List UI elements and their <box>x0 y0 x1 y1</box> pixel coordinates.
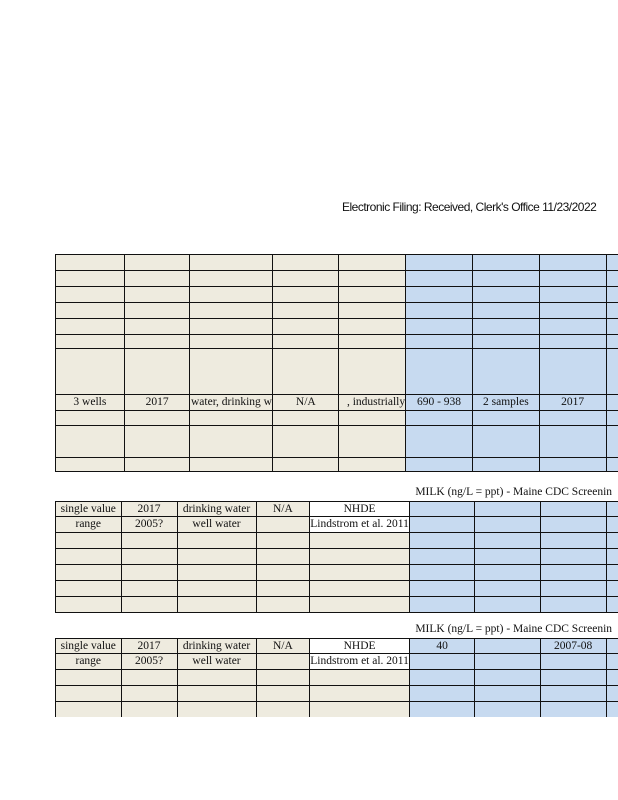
cell-year-range: 2007-08 <box>540 638 606 653</box>
table-row <box>56 501 618 516</box>
table-row <box>56 287 618 303</box>
table-row <box>56 596 618 612</box>
cell-year: 2017 <box>124 395 190 411</box>
table-row <box>56 516 618 532</box>
cell-range-value: 690 - 938 <box>406 395 473 411</box>
milk-screening-header: MILK (ng/L = ppt) - Maine CDC Screenin <box>415 623 613 635</box>
cell-value-type: single value <box>56 501 122 516</box>
cell-year-2: 2017 <box>539 395 606 411</box>
table-row <box>56 701 618 717</box>
table-row <box>56 458 618 472</box>
table-row <box>56 532 618 548</box>
sheet-block-3 <box>55 622 618 717</box>
table-row <box>56 426 618 458</box>
table-row <box>56 485 618 501</box>
electronic-filing-stamp: Electronic Filing: Received, Clerk's Office 11/23/2022 <box>342 200 597 214</box>
table-row <box>56 685 618 701</box>
cell-matrix: well water <box>177 653 256 669</box>
table-row <box>56 303 618 319</box>
cell-value-type: single value <box>56 638 122 653</box>
cell-year: 2017 <box>121 638 177 653</box>
cell-na: N/A <box>256 501 310 516</box>
cell-source: , industrially <box>339 395 406 411</box>
table-row <box>56 564 618 580</box>
table-row <box>56 271 618 287</box>
citation-link[interactable]: Lindstrom et al. 2011 <box>310 516 410 532</box>
cell-matrix: water, drinking w <box>190 395 273 411</box>
cell-source: NHDE <box>310 638 410 653</box>
table-row <box>56 580 618 596</box>
cell-matrix: well water <box>177 516 256 532</box>
sheet-block-2 <box>55 485 618 613</box>
cell-matrix: drinking water <box>177 501 256 516</box>
cell-year: 2005? <box>121 653 177 669</box>
table-row <box>56 395 618 411</box>
cell-na: N/A <box>273 395 339 411</box>
table-row <box>56 335 618 349</box>
cell-matrix: drinking water <box>177 638 256 653</box>
cell-value-type: range <box>56 516 122 532</box>
cell-samples: 2 samples <box>472 395 539 411</box>
table-row <box>56 548 618 564</box>
cell-source: NHDE <box>310 501 410 516</box>
citation-link[interactable]: Lindstrom et al. 2011 <box>310 653 410 669</box>
table-row <box>56 622 618 638</box>
milk-screening-header: MILK (ng/L = ppt) - Maine CDC Screenin <box>415 486 613 498</box>
table-row <box>56 349 618 395</box>
cell-value: 40 <box>409 638 474 653</box>
cell-year: 2017 <box>121 501 177 516</box>
sheet-block-1 <box>55 254 618 472</box>
table-row <box>56 669 618 685</box>
cell-na: N/A <box>256 638 310 653</box>
table-row <box>56 255 618 271</box>
table-row <box>56 411 618 426</box>
cell-value-type: range <box>56 653 122 669</box>
table-row <box>56 653 618 669</box>
table-row <box>56 319 618 335</box>
cell-sample-count: 3 wells <box>56 395 125 411</box>
table-row <box>56 638 618 653</box>
cell-year: 2005? <box>121 516 177 532</box>
